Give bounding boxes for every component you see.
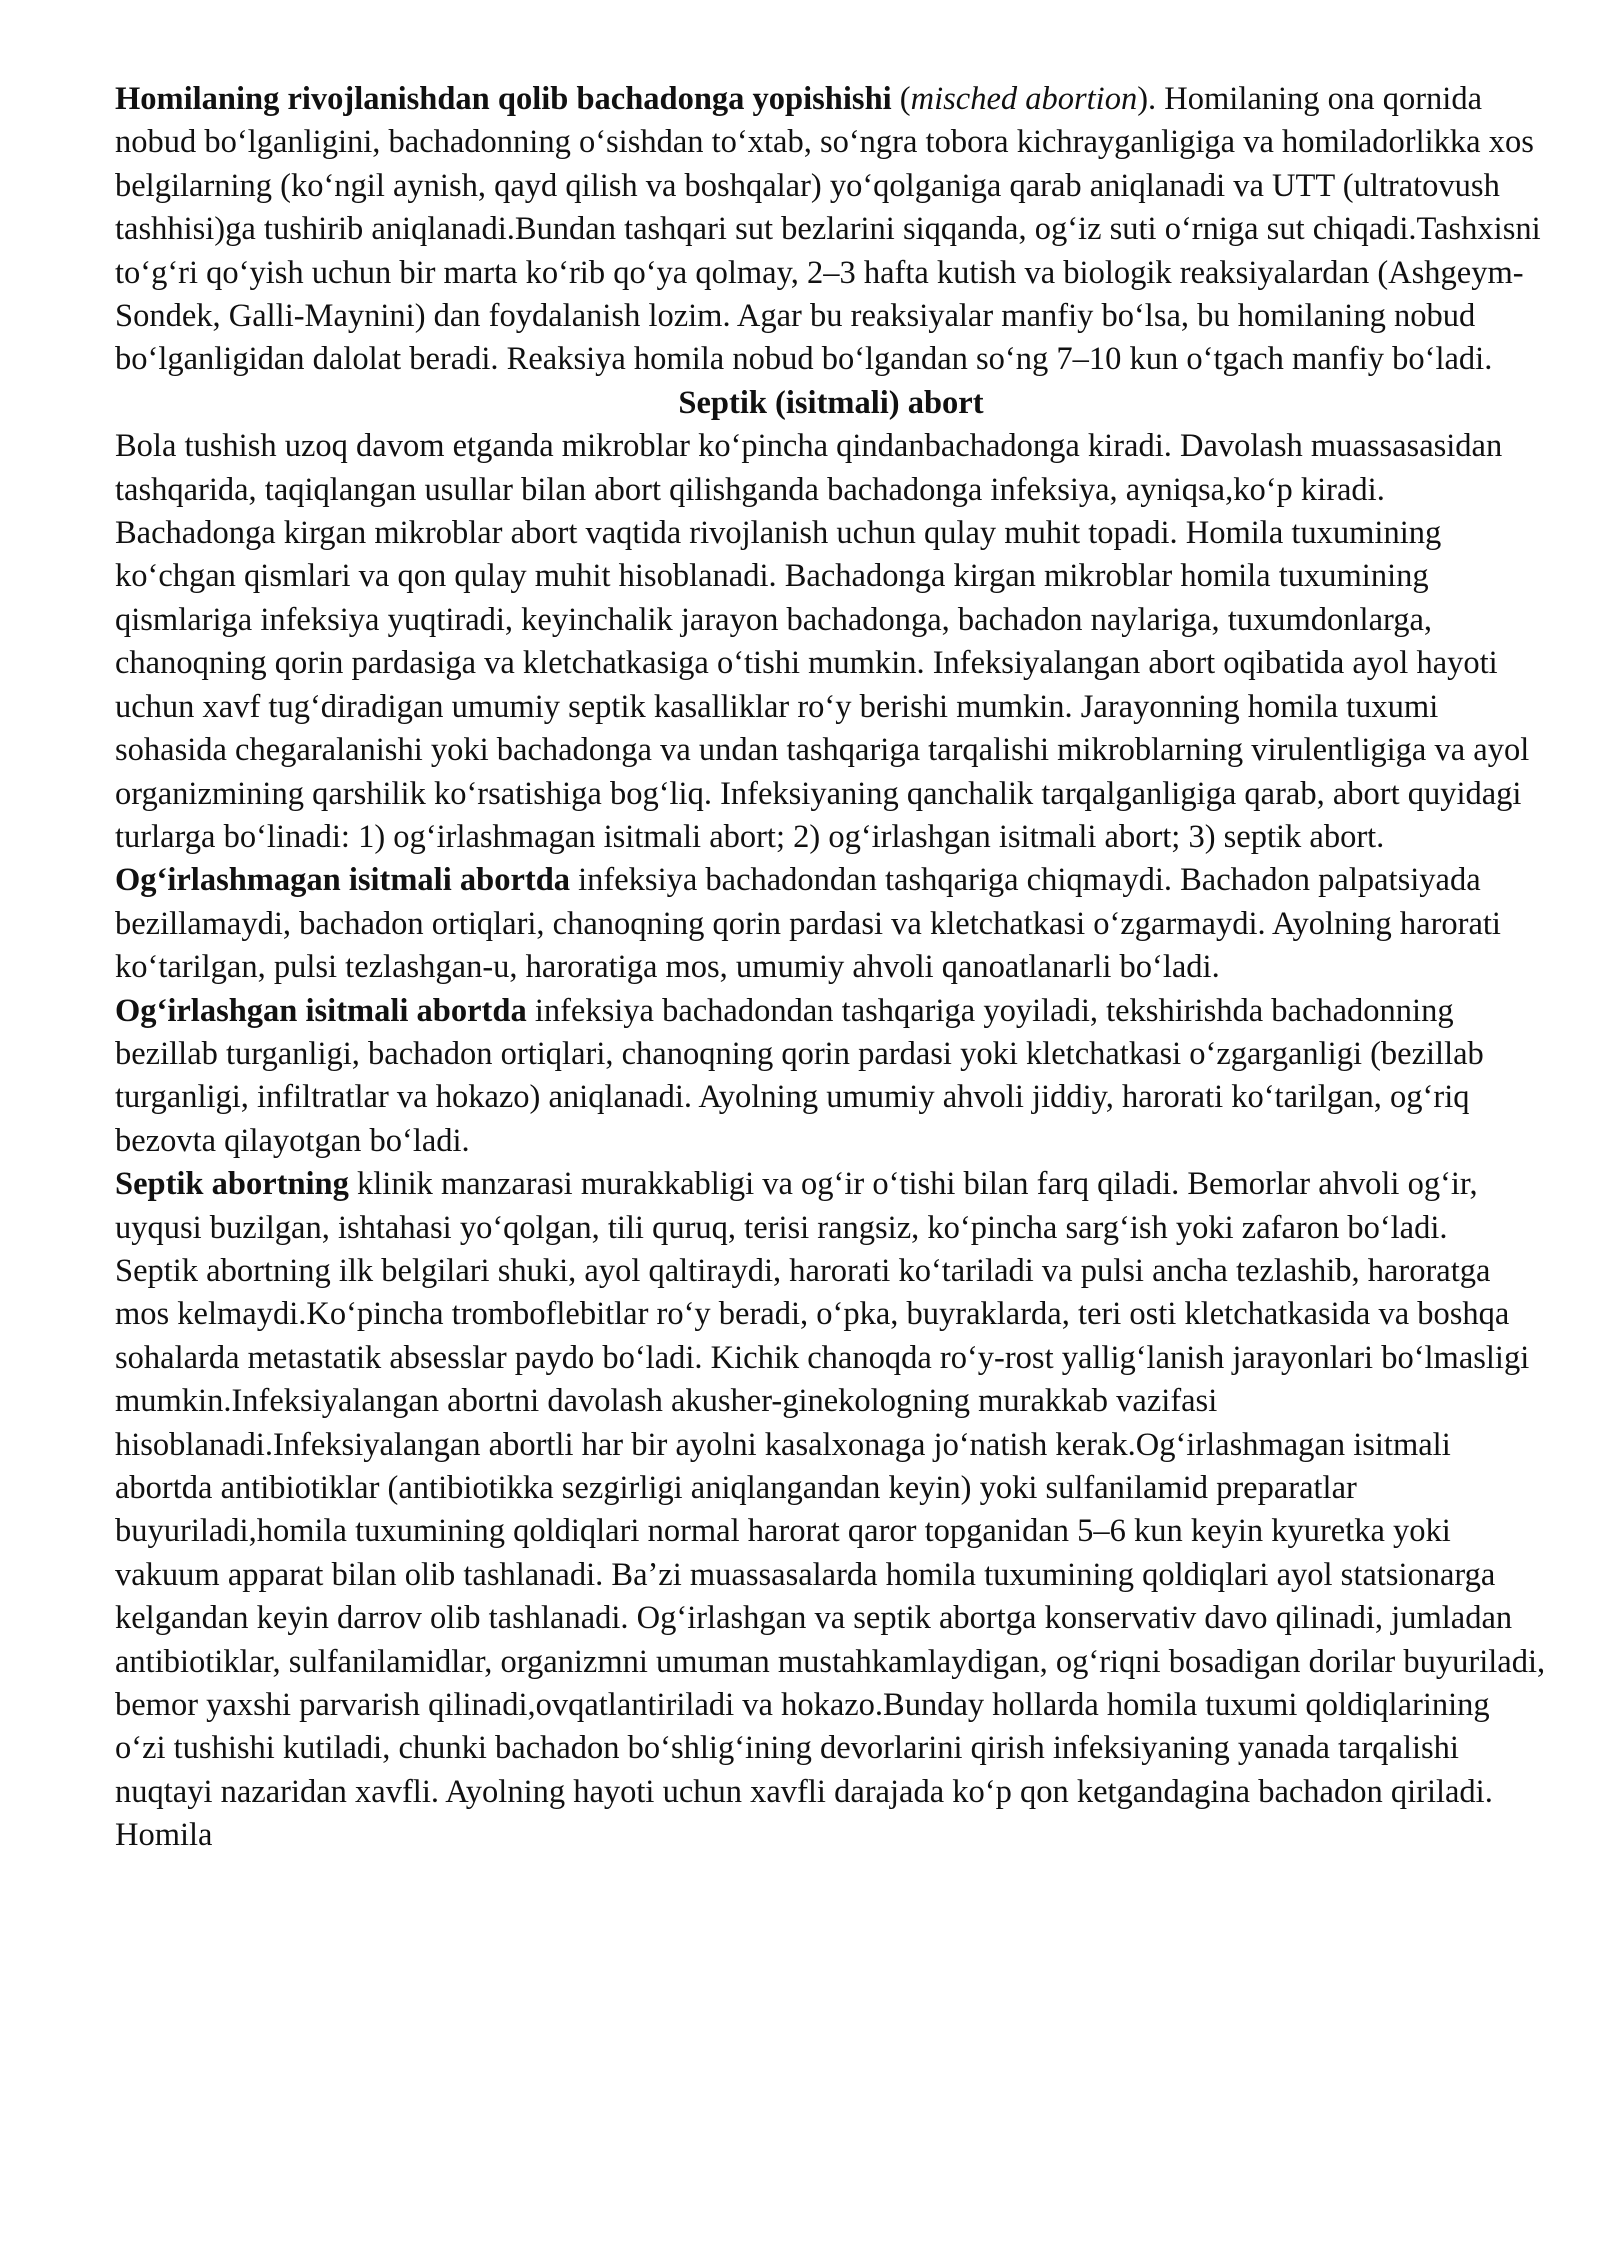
section-heading: Septik (isitmali) abort <box>678 384 984 421</box>
paragraph-septic-intro: Bola tushish uzoq davom etganda mikroblar koʻpincha qindanbachadonga kiradi. Davolash muassasasidan tashqarida, taqiqlangan usullar bilan abort qilishganda bachadonga infeksiya, ayniqsa,koʻp kiradi. Bachadonga kirgan mikroblar abort vaqtida rivojlanish uchun qulay muhit topadi. Homila tuxumining koʻchgan qismlari va qon qulay muhit hisoblanadi. Bachadonga kirgan mikroblar homila tuxumining qismlariga infeksiya yuqtiradi, keyinchalik jarayon bachadonga, bachadon naylariga, tuxumdonlarga, chanoqning qorin pardasiga va kletchatkasiga oʻtishi mumkin. Infeksiyalangan abort oqibatida ayol hayoti uchun xavf tugʻdiradigan umumiy septik kasalliklar roʻy berishi mumkin. Jarayonning homila tuxumi sohasida chegaralanishi yoki bachadonga va undan tashqariga tarqalishi mikroblarning virulentligiga va ayol organizmining qarshilik koʻrsatishiga bogʻliq. Infeksiyaning qanchalik tarqalganligiga qarab, abort quyidagi turlarga boʻlinadi: 1) ogʻirlashmagan isitmali abort; 2) ogʻirlashgan isitmali abort; 3) septik abort. <box>115 428 1530 855</box>
paragraph-text: infeksiya bachadondan tashqariga yoyiladi, tekshirishda bachadonning bezillab turganligi, bachadon ortiqlari, chanoqning qorin pardasi yoki kletchatkasi oʻzgarganligi (bezillab turganligi, infiltratlar va hokazo) aniqlanadi. Ayolning umumiy ahvoli jiddiy, harorati koʻtarilgan, ogʻriq bezovta qilayotgan boʻladi. <box>115 992 1484 1159</box>
term-septic-abortion: Septik abortning <box>115 1166 349 1203</box>
paragraph-text: infeksiya bachadondan tashqariga chiqmaydi. Bachadon palpatsiyada bezillamaydi, bachadon ortiqlari, chanoqning qorin pardasi va kletchatkasi oʻzgarmaydi. Ayolning harorati koʻtarilgan, pulsi tezlashgan-u, haroratiga mos, umumiy ahvoli qanoatlanarli boʻladi. <box>115 862 1501 986</box>
paragraph-septic-abortion <box>115 1163 1547 1250</box>
paragraph-complicated-febrile <box>115 990 1547 1164</box>
paren-open: ( <box>891 81 911 117</box>
term-latin: misched abortion <box>910 81 1138 117</box>
term-missed-abortion: Homilaning rivojlanishdan qolib bachadonga yopishishi <box>115 81 892 117</box>
term-uncomplicated-febrile: Ogʻirlashmagan isitmali abortda <box>115 862 571 899</box>
paragraph-treatment: Septik abortning ilk belgilari shuki, ayol qaltiraydi, harorati koʻtariladi va pulsi ancha tezlashib, haroratga mos kelmaydi.Koʻpincha tromboflebitlar roʻy beradi, oʻpka, buyraklarda, teri osti kletchatkasida va boshqa sohalarda metastatik absesslar paydo boʻladi. Kichik chanoqda roʻy-rost yalligʻlanish jarayonlari boʻlmasligi mumkin.Infeksiyalangan abortni davolash akusher-ginekologning murakkab vazifasi hisoblanadi.Infeksiyalangan abortli har bir ayolni kasalxonaga joʻnatish kerak.Ogʻirlashmagan isitmali abortda antibiotiklar (antibiotikka sezgirligi aniqlangandan keyin) yoki sulfanilamid preparatlar buyuriladi,homila tuxumining qoldiqlari normal harorat qaror topganidan 5–6 kun keyin kyuretka yoki vakuum apparat bilan olib tashlanadi. Baʼzi muassasalarda homila tuxumining qoldiqlari ayol statsionarga kelgandan keyin darrov olib tashlanadi. Ogʻirlashgan va septik abortga konservativ davo qilinadi, jumladan antibiotiklar, sulfanilamidlar, organizmni umuman mustahkamlaydigan, ogʻriqni bosadigan dorilar buyuriladi, bemor yaxshi parvarish qilinadi,ovqatlantiriladi va hokazo.Bunday hollarda homila tuxumi qoldiqlarining oʻzi tushishi kutiladi, chunki bachadon boʻshligʻining devorlarini qirish infeksiyaning yanada tarqalishi nuqtayi nazaridan xavfli. Ayolning hayoti uchun xavfli darajada koʻp qon ketgandagina bachadon qiriladi. Homila <box>115 1252 1546 1854</box>
paragraph-missed-abortion <box>115 78 1547 382</box>
paragraph-uncomplicated-febrile <box>115 859 1547 989</box>
document-page <box>115 78 1547 1858</box>
paragraph-text: ). Homilaning ona qornida nobud boʻlganligini, bachadonning oʻsishdan toʻxtab, soʻngra tobora kichrayganligiga va homiladorlikka xos belgilarning (koʻngil aynish, qayd qilish va boshqalar) yoʻqolganiga qarab aniqlanadi va UTT (ultratovush tashhisi)ga tushirib aniqlanadi.Bundan tashqari sut bezlarini siqqanda, ogʻiz suti oʻrniga sut chiqadi.Tashxisni toʻgʻri qoʻyish uchun bir marta koʻrib qoʻya qolmay, 2–3 hafta kutish va biologik reaksiyalardan (Ashgeym-Sondek, Galli-Maynini) dan foydalanish lozim. Agar bu reaksiyalar manfiy boʻlsa, bu homilaning nobud boʻlganligidan dalolat beradi. Reaksiya homila nobud boʻlgandan soʻng 7–10 kun oʻtgach manfiy boʻladi. <box>115 81 1541 378</box>
term-complicated-febrile: Ogʻirlashgan isitmali abortda <box>115 992 527 1029</box>
paragraph-text: klinik manzarasi murakkabligi va ogʻir oʻtishi bilan farq qiladi. Bemorlar ahvoli ogʻir, uyqusi buzilgan, ishtahasi yoʻqolgan, tili quruq, terisi rangsiz, koʻpincha sargʻish yoki zafaron boʻladi. <box>115 1166 1478 1246</box>
